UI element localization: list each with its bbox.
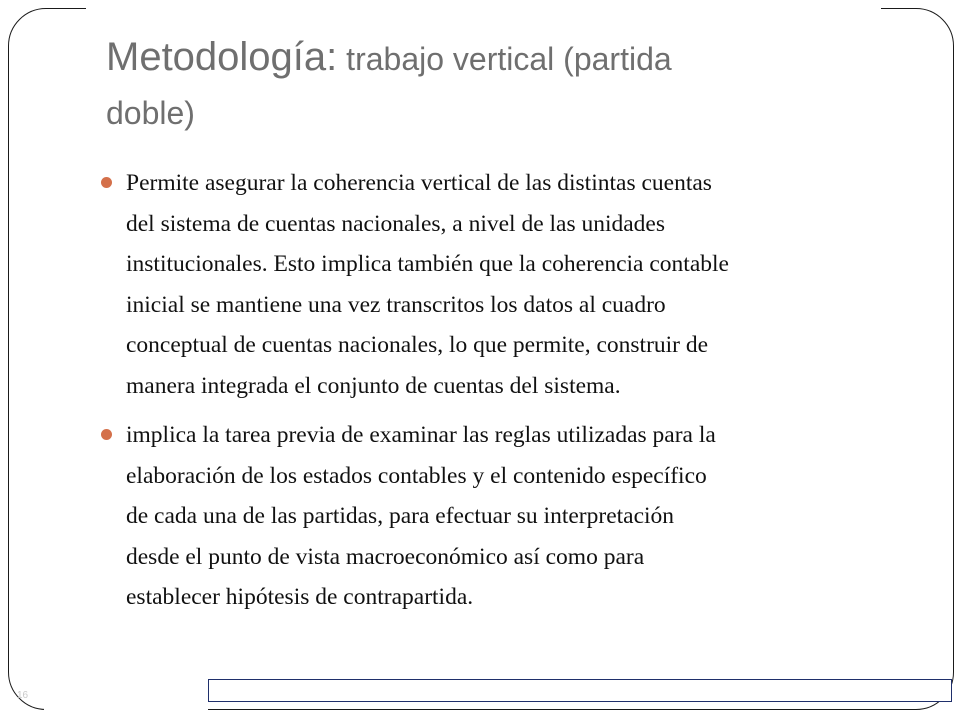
frame-gap-bottom	[44, 700, 208, 720]
bullet-1-line-2: del sistema de cuentas nacionales, a nivel de las unidades	[126, 210, 666, 237]
bullet-2-line-1: implica la tarea previa de examinar las reglas utilizadas para la	[126, 422, 716, 448]
bullet-1-line-3: institucionales. Esto implica también que la coherencia contable	[126, 251, 729, 277]
bullet-item-2	[100, 415, 900, 618]
bullet-dot-icon	[101, 177, 112, 188]
bullet-1-line-1: Permite asegurar la coherencia vertical de las distintas cuentas	[126, 170, 712, 196]
bullet-1-line-4: inicial se mantiene una vez transcritos los datos al cuadro	[126, 291, 666, 318]
frame-gap-top	[86, 0, 881, 16]
bullet-item-1	[100, 163, 900, 406]
bullet-2-line-2: elaboración de los estados contables y el contenido específico	[126, 462, 707, 489]
slide-number: 16	[17, 690, 29, 701]
bullet-2-line-4: desde el punto de vista macroeconómico así como para	[126, 543, 645, 570]
title-subtitle-line-1: trabajo vertical (partida	[346, 41, 672, 77]
bullet-list	[100, 163, 900, 627]
title-main: Metodología:	[106, 35, 338, 79]
bullet-1-line-6: manera integrada el conjunto de cuentas del sistema.	[126, 372, 621, 399]
bullet-1-line-5: conceptual de cuentas nacionales, lo que permite, construir de	[126, 332, 709, 358]
title-subtitle-line-2: doble)	[106, 95, 195, 131]
slide-title	[106, 30, 886, 140]
bullet-2-line-3: de cada una de las partidas, para efectuar su interpretación	[126, 503, 675, 529]
bullet-dot-icon	[101, 429, 112, 440]
footer-bar	[208, 679, 952, 702]
bullet-2-line-5: establecer hipótesis de contrapartida.	[126, 584, 474, 610]
